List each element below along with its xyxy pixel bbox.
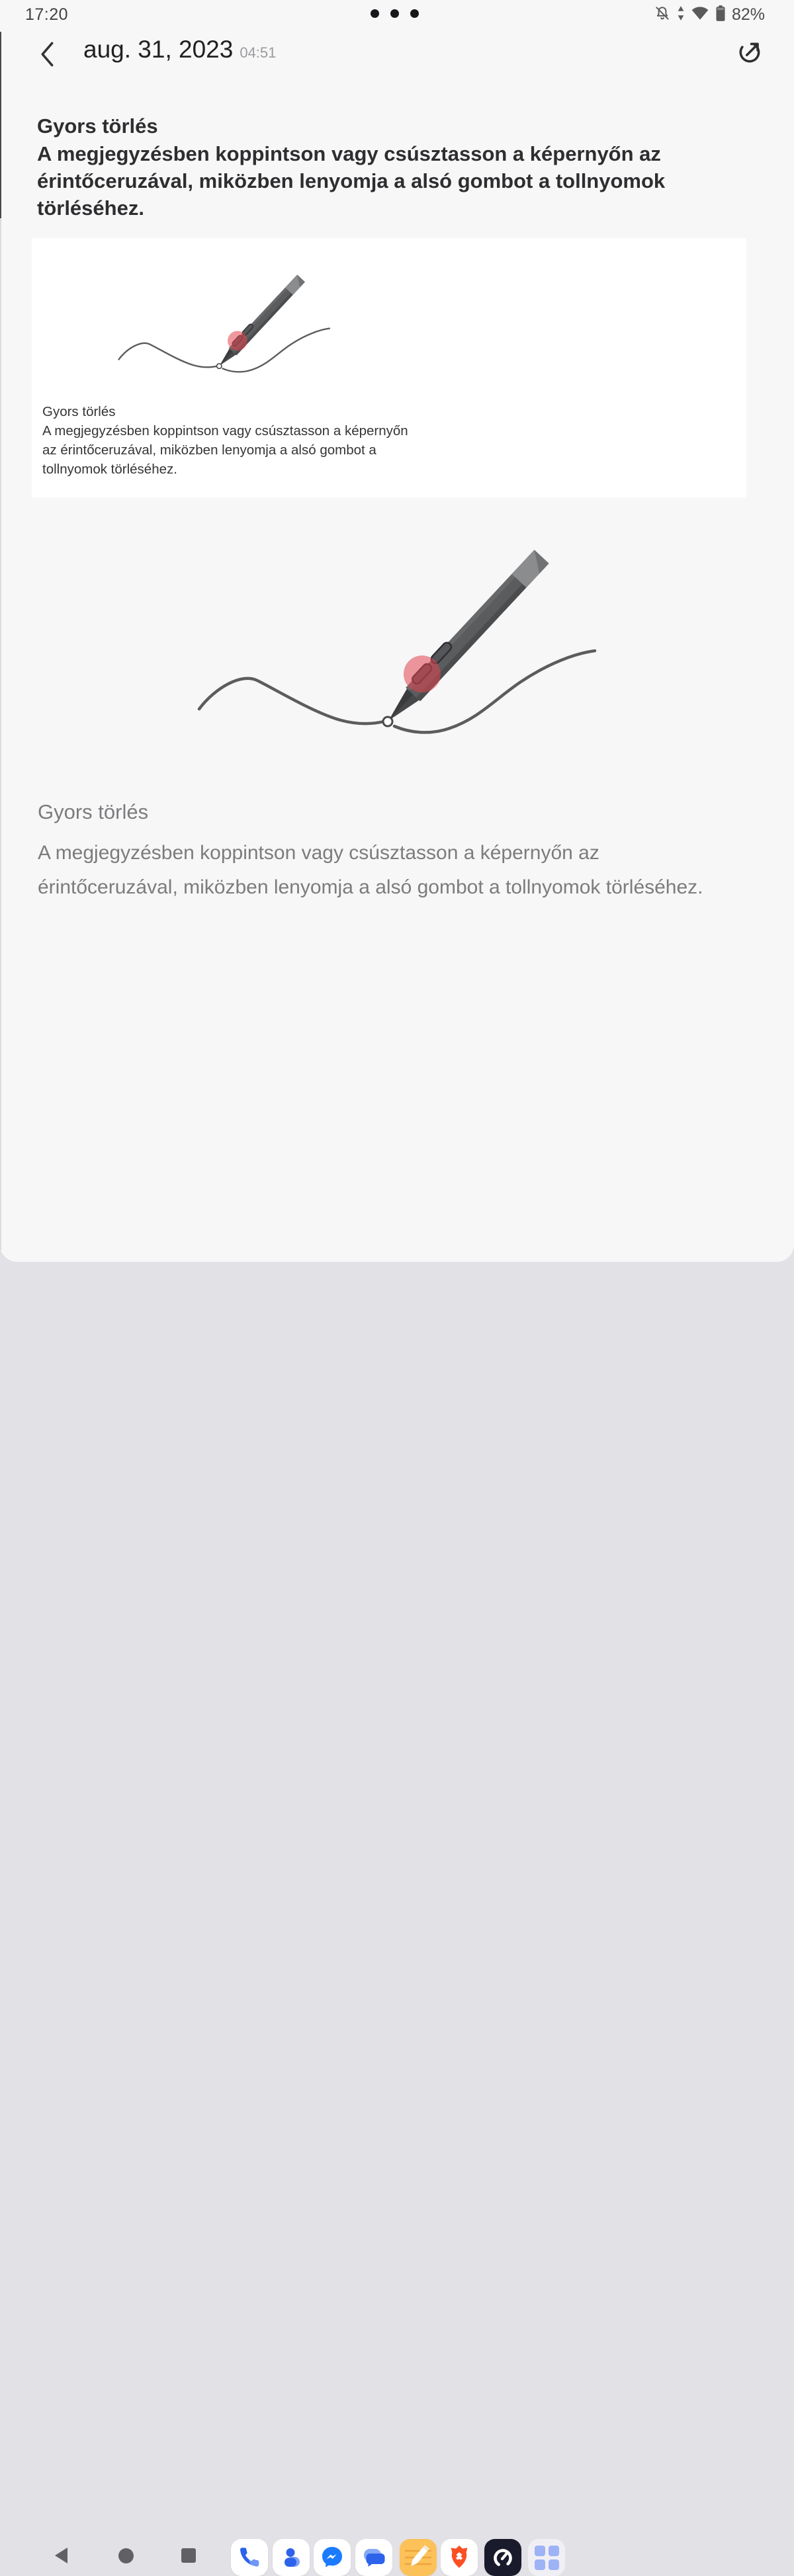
messages-icon [361,2545,386,2570]
dock-app-brave[interactable] [441,2539,478,2576]
battery-percent: 82% [731,5,765,24]
back-triangle-icon [53,2546,69,2565]
camera-dots [371,9,419,18]
caption-line: tollnyomok törléséhez. [42,462,177,477]
back-chevron-icon [39,41,56,67]
back-button[interactable] [34,40,61,69]
navigation-bar [0,1262,794,1323]
camera-dot [410,9,419,18]
nav-home-button[interactable] [115,2545,136,2566]
data-arrows-icon [677,5,685,24]
dock-app-messenger[interactable] [314,2539,351,2576]
speedtest-icon [490,2545,515,2570]
note-timestamp: 04:51 [240,44,277,61]
contacts-icon [279,2546,303,2569]
dock-app-notes[interactable] [400,2539,437,2576]
dock-app-speedtest[interactable] [484,2539,521,2576]
dock-app-grid[interactable] [528,2539,565,2576]
nav-back-button[interactable] [50,2545,71,2566]
battery-icon [715,5,726,25]
footer-heading: Gyors törlés [38,800,149,823]
scrollbar-thumb[interactable] [0,32,1,218]
card-caption [42,402,408,479]
stylus-illustration-small [112,267,331,376]
brave-icon [447,2544,471,2571]
note-body-line: törléséhez. [37,196,144,220]
note-body-bold [37,112,772,222]
share-button[interactable] [736,37,765,66]
phone-icon [238,2546,261,2569]
wifi-icon [691,5,709,24]
dock-app-phone[interactable] [231,2539,268,2576]
home-circle-icon [118,2548,134,2563]
recents-square-icon [181,2548,196,2563]
footer-line: érintőceruzával, miközben lenyomja a alsó gombot a tollnyomok törléséhez. [38,876,703,898]
note-body-gray [38,798,772,905]
dock-app-messages[interactable] [355,2539,392,2576]
app-grid-icon [535,2546,559,2570]
camera-dot [390,9,399,18]
caption-line: az érintőceruzával, miközben lenyomja a alsó gombot a [42,442,376,458]
nav-recents-button[interactable] [178,2545,199,2566]
note-body-line: A megjegyzésben koppintson vagy csúsztasson a képernyőn az [37,142,661,165]
messenger-icon [320,2545,345,2570]
status-bar [0,0,794,30]
footer-line: A megjegyzésben koppintson vagy csúsztasson a képernyőn az [38,842,599,864]
camera-dot [371,9,379,18]
note-heading: Gyors törlés [37,114,158,138]
note-header [0,30,794,77]
stylus-illustration-large [187,536,597,741]
note-body-line: érintőceruzával, miközben lenyomja a alsó gombot a tollnyomok [37,169,666,192]
dock-app-contacts[interactable] [273,2539,310,2576]
notes-icon [400,2539,437,2576]
caption-line: A megjegyzésben koppintson vagy csúsztasson a képernyőn [42,423,408,438]
status-clock: 17:20 [25,5,69,24]
notifications-muted-icon [654,5,671,25]
share-icon [736,38,764,65]
caption-heading: Gyors törlés [42,404,116,419]
note-page [0,0,794,1262]
page-title: aug. 31, 2023 [83,36,234,63]
